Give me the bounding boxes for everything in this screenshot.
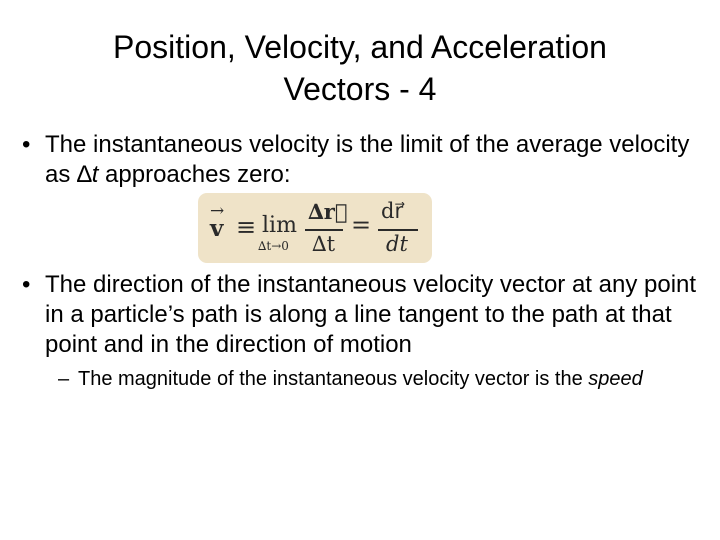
equation-lim: lim [262,213,297,238]
fraction2-bar [378,229,418,231]
bullet-velocity-direction [22,270,702,360]
bullet-marker: • [22,271,31,298]
bullet-instantaneous-velocity [22,130,702,190]
bullet-text-pre: The instantaneous velocity is the limit of the average velocity as [45,131,690,188]
bullet-text [45,130,702,190]
equation-equiv-sign: ≡ [236,213,257,241]
velocity-equation [198,193,432,263]
fraction2-denominator: dt [386,232,408,256]
speed-emphasis: speed [588,368,643,390]
equation-equals-sign: = [351,211,372,239]
fraction1-numerator: ∆r⃗ [308,199,348,224]
sub-bullet-text [78,367,698,392]
slide-title-line-2: Vectors - 4 [283,71,437,107]
sub-bullet-marker: – [58,368,70,390]
slide-title-line-1: Position, Velocity, and Acceleration [113,29,607,65]
slide-title [40,26,680,110]
equation-limit-subscript: ∆t→0 [258,239,289,253]
sub-bullet-text-main: The magnitude of the instantaneous velocity vector is the [78,368,589,390]
bullet-text-post: approaches zero: [98,161,291,188]
fraction1-bar [305,229,343,231]
fraction1-denominator: ∆t [312,232,336,256]
bullet-marker: • [22,131,31,158]
time-variable: t [91,161,99,188]
fraction2-numerator: dr⃗ [381,199,404,223]
vector-arrow: → [210,201,225,221]
equation-lhs: v [210,215,224,242]
delta-symbol: ∆ [77,161,92,188]
bullet-text: The direction of the instantaneous velocity vector at any point in a particle’s path is along a line tangent to the path at that point and in the direction of motion [45,271,697,358]
sub-bullet-speed [58,367,698,392]
